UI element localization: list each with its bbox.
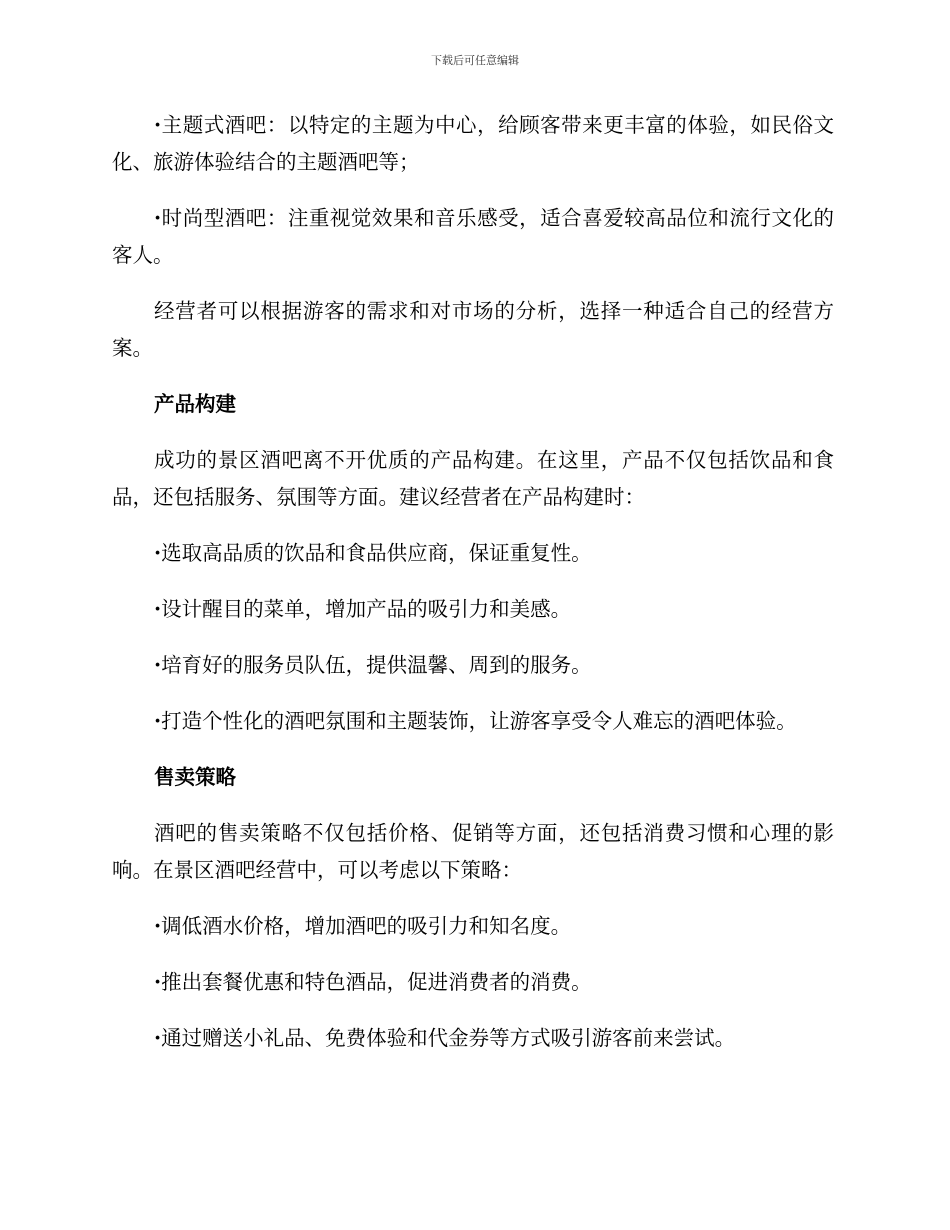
bullet-text: 时尚型酒吧：注重视觉效果和音乐感受，适合喜爱较高品位和流行文化的客人。 — [112, 206, 834, 267]
bullet-text: 推出套餐优惠和特色酒品，促进消费者的消费。 — [161, 970, 592, 994]
bullet-marker: · — [154, 206, 162, 230]
bullet-item — [112, 535, 834, 572]
bullet-marker: · — [154, 1026, 162, 1050]
section-heading: 产品构建 — [154, 392, 236, 416]
bullet-item — [112, 703, 834, 740]
bullet-text: 调低酒水价格，增加酒吧的吸引力和知名度。 — [161, 914, 572, 938]
bullet-marker: · — [154, 914, 162, 938]
bullet-marker: · — [154, 970, 162, 994]
bullet-text: 打造个性化的酒吧氛围和主题装饰，让游客享受令人难忘的酒吧体验。 — [161, 709, 797, 733]
bullet-item — [112, 591, 834, 628]
body-paragraph: 经营者可以根据游客的需求和对市场的分析，选择一种适合自己的经营方案。 — [112, 299, 834, 360]
bullet-text: 培育好的服务员队伍，提供温馨、周到的服务。 — [161, 653, 592, 677]
bullet-marker: · — [154, 113, 162, 137]
bullet-marker: · — [154, 653, 162, 677]
document-body — [112, 107, 834, 1076]
bullet-item — [112, 1020, 834, 1057]
bullet-marker: · — [154, 597, 162, 621]
bullet-text: 设计醒目的菜单，增加产品的吸引力和美感。 — [161, 597, 572, 621]
bullet-text: 选取高品质的饮品和食品供应商，保证重复性。 — [161, 541, 592, 565]
bullet-item — [112, 647, 834, 684]
bullet-text: 通过赠送小礼品、免费体验和代金券等方式吸引游客前来尝试。 — [161, 1026, 736, 1050]
bullet-marker: · — [154, 709, 162, 733]
body-paragraph: 成功的景区酒吧离不开优质的产品构建。在这里，产品不仅包括饮品和食品，还包括服务、氛围等方面。建议经营者在产品构建时： — [112, 448, 834, 509]
bullet-marker: · — [154, 541, 162, 565]
bullet-item — [112, 908, 834, 945]
bullet-item — [112, 200, 834, 274]
section-heading: 售卖策略 — [154, 765, 236, 789]
bullet-item — [112, 107, 834, 181]
body-paragraph: 酒吧的售卖策略不仅包括价格、促销等方面，还包括消费习惯和心理的影响。在景区酒吧经营中，可以考虑以下策略： — [112, 821, 834, 882]
bullet-item — [112, 964, 834, 1001]
page-header — [0, 53, 950, 69]
header-note: 下载后可任意编辑 — [431, 54, 519, 67]
bullet-text: 主题式酒吧：以特定的主题为中心，给顾客带来更丰富的体验，如民俗文化、旅游体验结合的主题酒吧等； — [112, 113, 834, 174]
